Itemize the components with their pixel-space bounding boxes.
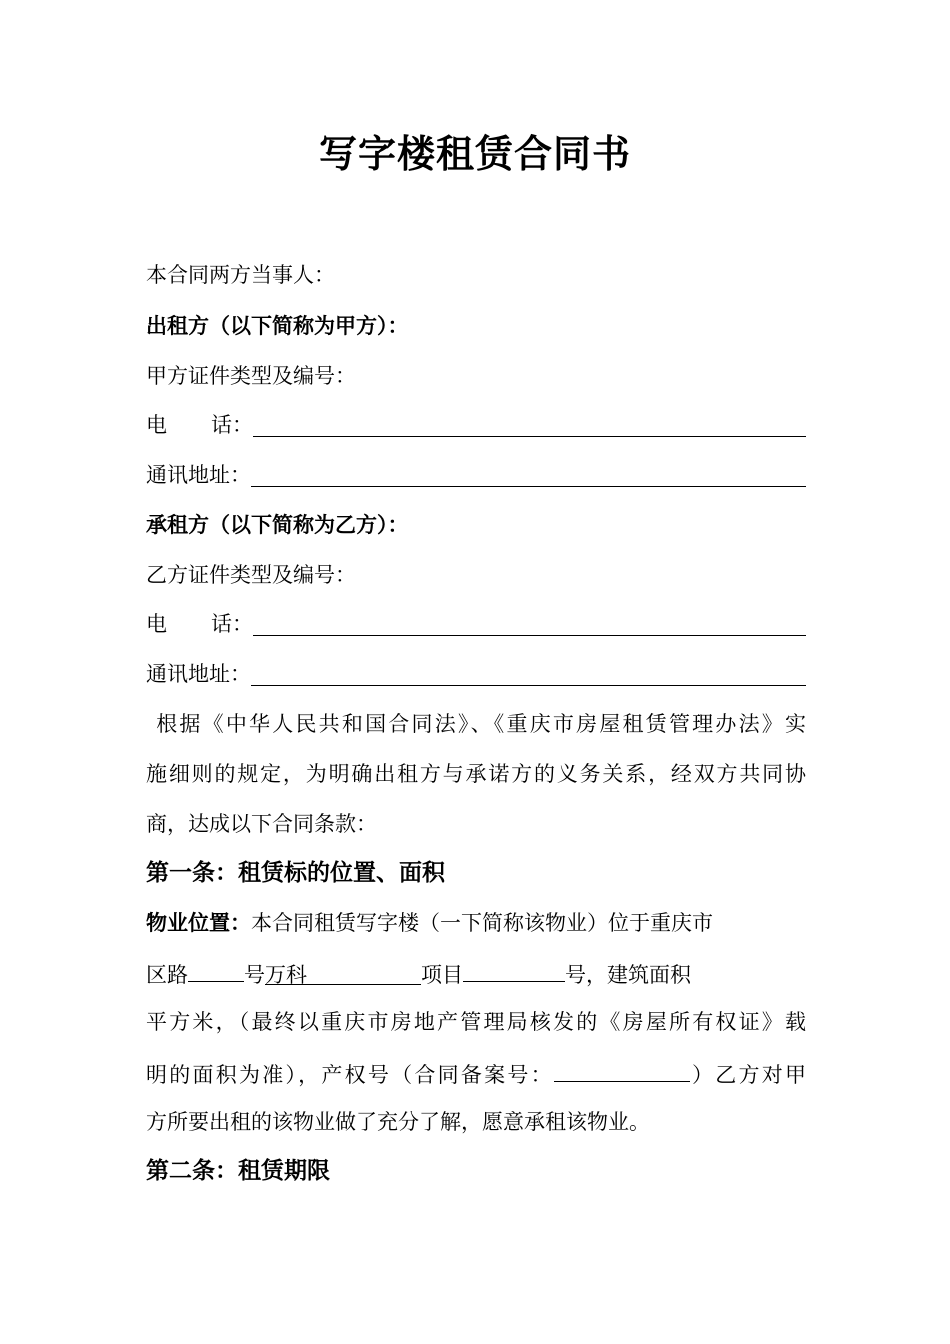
- intro-text: 本合同两方当事人：: [146, 263, 335, 287]
- party-a-address-blank: [251, 464, 806, 487]
- preamble-line-3: 商，达成以下合同条款：: [146, 812, 377, 836]
- project-name-text: 万科: [265, 963, 307, 987]
- article-1-line-3: 平方米，（最终以重庆市房地产管理局核发的《房屋所有权证》载: [146, 1010, 806, 1034]
- address-project-label: 项目: [421, 963, 463, 987]
- party-a-phone-blank: [253, 414, 806, 437]
- party-a-id-label: 甲方证件类型及编号：: [146, 364, 356, 388]
- party-b-phone-label-2: 话：: [211, 612, 253, 636]
- road-number-blank: [188, 957, 244, 982]
- filing-number-label: 明的面积为准），产权号（合同备案号：: [146, 1063, 554, 1087]
- address-road-label: 区路: [146, 963, 188, 987]
- project-name-field: [265, 960, 421, 985]
- address-number-label: 号: [244, 963, 265, 987]
- party-b-phone-label-1: 电: [146, 612, 167, 636]
- preamble-text-1: 根据《中华人民共和国合同法》、《重庆市房屋租赁管理办法》实: [154, 712, 806, 736]
- party-b-address-blank: [251, 663, 806, 686]
- building-area-label: 号，建筑面积: [565, 963, 691, 987]
- party-b-address-row: [146, 659, 806, 689]
- party-b-phone-blank: [253, 613, 806, 636]
- party-a-heading: 出租方（以下简称为甲方）：: [146, 313, 409, 338]
- party-a-address-label: 通讯地址：: [146, 463, 251, 487]
- location-label: 物业位置：: [146, 910, 251, 935]
- article-1-line-5: 方所要出租的该物业做了充分了解，愿意承租该物业。: [146, 1110, 650, 1134]
- party-b-heading: 承租方（以下简称为乙方）：: [146, 512, 409, 537]
- unit-number-blank: [463, 957, 565, 982]
- preamble-line-1: [146, 709, 806, 739]
- party-b-id-label: 乙方证件类型及编号：: [146, 563, 356, 587]
- party-a-address-row: [146, 460, 806, 490]
- filing-number-blank: [554, 1057, 690, 1082]
- article-1-heading: 第一条：租赁标的位置、面积: [146, 859, 445, 886]
- preamble-line-2: 施细则的规定，为明确出租方与承诺方的义务关系，经双方共同协: [146, 762, 806, 786]
- location-text: 本合同租赁写字楼（一下简称该物业）位于重庆市: [251, 911, 713, 935]
- article-1-address-line: [146, 957, 806, 990]
- page-title: 写字楼租赁合同书: [318, 131, 631, 176]
- party-a-phone-label-1: 电: [146, 413, 167, 437]
- party-a-phone-label-2: 话：: [211, 413, 253, 437]
- party-a-phone-row: [146, 410, 806, 440]
- article-1-line-4: [146, 1057, 806, 1090]
- article-2-heading: 第二条：租赁期限: [146, 1157, 330, 1184]
- party-b-address-label: 通讯地址：: [146, 662, 251, 686]
- line-4-tail: ）乙方对甲: [689, 1063, 807, 1087]
- party-b-phone-row: [146, 609, 806, 639]
- article-1-location-line: [146, 908, 806, 938]
